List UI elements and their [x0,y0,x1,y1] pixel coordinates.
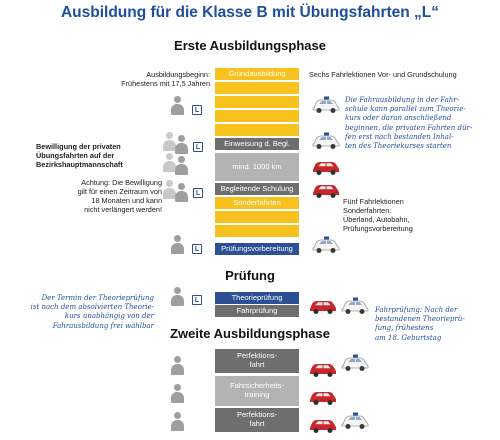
learner-person-icon [170,287,184,306]
fuenf-line2: Sonderfahrten: [343,206,392,216]
bar-yellow-4 [215,110,299,122]
bar-perfektionsfahrt-2-line2: fahrt [249,419,265,428]
bar-perfektionsfahrt-1 [215,349,299,373]
l-badge-icon: L [193,188,203,198]
bewilligung-line2: Übungsfahrten auf der [36,151,115,161]
achtung-text [28,178,162,214]
note-fahrausbildung-line: ten des Theoriekurses starten [345,142,452,151]
ausbildungsbeginn-line1: Ausbildungsbeginn: [146,70,210,79]
bewilligung-line1: Bewilligung der privaten [36,142,121,151]
note-theoriepruefung-line: Fahrausbildung frei wählbar [52,321,154,330]
learner-person-icon [170,96,184,115]
bar-grundausbildung: Grundausbildung [215,68,299,80]
red-car-icon [308,297,338,315]
note-theoriepruefung-line: Der Termin der Theorieprüfung [41,294,154,302]
ausbildungsbeginn-text [60,70,210,88]
bar-fahrsicherheitstraining-line2: training [244,390,270,399]
main-title: Ausbildung für die Klasse B mit Übungsfahrten „L“ [60,4,440,21]
bewilligung-line3: Bezirkshauptmannschaft [36,160,123,170]
note-fahrpruefung [375,306,493,343]
l-badge-icon: L [193,142,203,152]
bar-theoriepruefung: Theorieprüfung [215,292,299,304]
bar-perfektionsfahrt-2-line1: Perfektions- [236,410,278,420]
achtung-line2: gilt für einen Zeitraum von [77,187,162,197]
bar-yellow-8 [215,225,299,237]
sechs-fahrlektionen-text: Sechs Fahrlektionen Vor- und Grundschulung [309,70,457,79]
fuenf-fahrlektionen-text [343,197,493,233]
bar-yellow-5 [215,124,299,136]
note-fahrausbildung-line: fen erst nach bestanden Inhal- [345,132,454,141]
red-car-icon [308,416,338,434]
fuenf-line4: Prüfungsvorbereitung [343,224,413,234]
bar-perfektionsfahrt-1-line1: Perfektions- [236,351,278,361]
driving-school-car-icon [311,96,341,114]
learner-person-icon [170,235,184,254]
driving-school-car-icon [311,236,341,254]
l-badge-icon: L [192,244,202,254]
phase1-heading: Erste Ausbildungsphase [174,38,326,53]
bar-fahrsicherheitstraining-line1: Fahrsicherheits- [230,381,284,391]
note-fahrausbildung-line: schule kann parallel zum Theorie- [345,105,466,114]
phase2-heading: Zweite Ausbildungsphase [170,326,330,341]
achtung-line4: nicht verlängert werden! [84,205,162,215]
bar-yellow-2 [215,82,299,94]
note-fahrausbildung-line: Die Fahrausbildung in der Fahr- [345,96,460,104]
bar-sonderfahrten: Sonderfahrten [215,197,299,209]
bar-yellow-7 [215,211,299,223]
note-theoriepruefung-line: kurs unabhängig von der [64,312,154,321]
bar-km: mind. 1000 km [215,153,299,181]
driving-school-car-icon [340,297,370,315]
driving-school-car-icon [340,412,370,430]
bar-einweisung: Einweisung d. Begl. [215,138,299,150]
note-fahrausbildung [345,96,497,151]
bar-perfektionsfahrt-1-line2: fahrt [249,360,265,369]
note-fahrpruefung-line: am 18. Geburtstag [375,333,442,342]
ausbildungsbeginn-line2: Frühestens mit 17,5 Jahren [121,79,210,89]
note-theoriepruefung [14,294,154,331]
fuenf-line3: Überland, Autobahn, [343,215,410,225]
note-fahrpruefung-line: Fahrprüfung: Nach der [375,306,458,314]
learner-person-icon [174,183,188,202]
red-car-icon [308,360,338,378]
bar-fahrpruefung: Fahrprüfung [215,305,299,317]
note-fahrausbildung-line: kurs oder daran anschließend [345,114,452,123]
driving-school-car-icon [340,354,370,372]
bar-fahrsicherheitstraining [215,376,299,406]
driving-school-car-icon [311,132,341,150]
fuenf-line1: Fünf Fahrlektionen [343,197,404,206]
bar-pruefungsvorbereitung: Prüfungsvorbereitung [215,243,299,255]
red-car-icon [311,181,341,199]
bewilligung-text [36,142,168,169]
red-car-icon [311,158,341,176]
bar-perfektionsfahrt-2 [215,408,299,432]
note-theoriepruefung-line: ist nach dem absolvierten Theorie- [30,303,154,312]
bar-begleitende-schulung: Begleitende Schulung [215,183,299,195]
achtung-line1: Achtung: Die Bewilligung [81,178,162,187]
achtung-line3: 18 Monaten und kann [91,196,162,206]
l-badge-icon: L [192,295,202,305]
note-fahrpruefung-line: bestandenen Theorieprü- [375,315,465,324]
red-car-icon [308,388,338,406]
note-fahrausbildung-line: beginnen, die privaten Fahrten dür- [345,123,473,132]
driver-person-icon [170,412,184,431]
note-fahrpruefung-line: fung, frühestens [375,324,434,333]
l-badge-icon: L [192,105,202,115]
driver-person-icon [170,384,184,403]
bar-yellow-3 [215,96,299,108]
driver-person-icon [170,356,184,375]
exam-heading: Prüfung [225,268,275,283]
learner-person-icon [174,156,188,175]
learner-person-icon [174,135,188,154]
